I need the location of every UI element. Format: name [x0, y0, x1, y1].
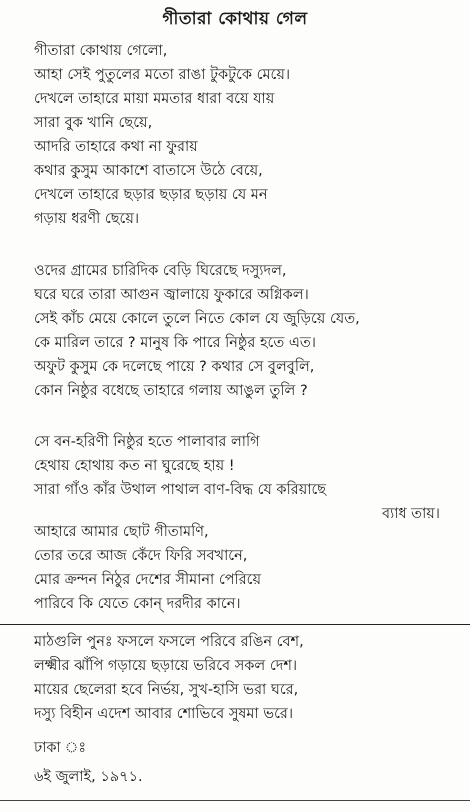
poem-line: দেখলে তাহারে ছড়ার ছড়ার ছড়ায় যে মন: [34, 187, 268, 203]
poem-line: সে বন-হরিণী নিষ্ঠুর হতে পালাবার লাগি: [34, 434, 260, 450]
date-of-writing: ৬ই জুলাই, ১৯৭১.: [34, 769, 143, 785]
stanza-2: [34, 259, 460, 403]
section-divider: [0, 624, 470, 625]
stanza-1: [34, 39, 460, 231]
poem-title: গীতারা কোথায় গেল: [162, 9, 308, 29]
poem-line: গীতারা কোথায় গেলো,: [34, 43, 168, 59]
poem-line: সারা গাঁও কাঁর উথাল পাথাল বাণ-বিদ্ধ যে করিয়াছে: [34, 482, 327, 498]
poem-line: সারা বুক খানি ছেয়ে,: [34, 115, 153, 131]
poem-line: আদরি তাহারে কথা না ফুরায়: [34, 139, 198, 155]
stanza-3: [34, 430, 460, 526]
stanza-4: [34, 520, 460, 616]
poem-line: গড়ায় ধরণী ছেয়ে।: [34, 211, 140, 227]
page-bottom-edge: [0, 800, 470, 801]
poem-line: পারিবে কি যেতে কোন্ দরদীর কানে।: [34, 596, 241, 612]
poem-line: অফুট কুসুম কে দলেছে পায়ে ? কথার সে বুলবুলি,: [34, 359, 315, 375]
poem-line: মায়ের ছেলেরা হবে নির্ভয়, সুখ-হাসি ভরা ঘরে,: [34, 682, 299, 698]
poem-line: ঘরে ঘরে তারা আগুন জ্বালায়ে ফুকারে অগ্নিকল।: [34, 287, 309, 303]
poem-line: তোর তরে আজ কেঁদে ফিরি সবখানে,: [34, 548, 248, 564]
stanza-5: [34, 630, 460, 726]
poem-line: দস্যু বিহীন এদেশ আবার শোভিবে সুষমা ভরে।: [34, 706, 294, 722]
poem-line: মাঠগুলি পুনঃ ফসলে ফসলে পরিবে রঙিন বেশ,: [34, 634, 304, 650]
poem-line: আহা সেই পুতুলের মতো রাঙা টুকটুকে মেয়ে।: [34, 67, 291, 83]
poem-line: ওদের গ্রামের চারিদিক বেড়ি ঘিরেছে দস্যুদল,: [34, 263, 287, 279]
poem-line: মোর ক্রন্দন নিঠুর দেশের সীমানা পেরিয়ে: [34, 572, 262, 588]
poem-line: সেই কাঁচ মেয়ে কোলে তুলে নিতে কোল যে জুড়িয়ে যেত,: [34, 311, 360, 327]
poem-line: ব্যাধ তায়।: [381, 506, 440, 522]
poem-line: কোন নিষ্ঠুর বধেছে তাহারে গলায় আঙুল তুলি ?: [34, 383, 308, 399]
poem-line: আহারে আমার ছোট গীতামণি,: [34, 524, 209, 540]
poem-line: দেখলে তাহারে মায়া মমতার ধারা বয়ে যায়: [34, 91, 275, 107]
poem-line: কে মারিল তারে ? মানুষ কি পারে নিষ্ঠুর হতে এত।: [34, 335, 316, 351]
poem-line: হেথায় হোথায় কত না ঘুরেছে হায় !: [34, 458, 235, 474]
place-of-writing: ঢাকা ঃ: [34, 740, 87, 756]
poem-line: লক্ষ্মীর ঝাঁপি গড়ায়ে ছড়ায়ে ভরিবে সকল দেশ।: [34, 658, 298, 674]
poem-line: কথার কুসুম আকাশে বাতাসে উঠে বেয়ে,: [34, 163, 263, 179]
